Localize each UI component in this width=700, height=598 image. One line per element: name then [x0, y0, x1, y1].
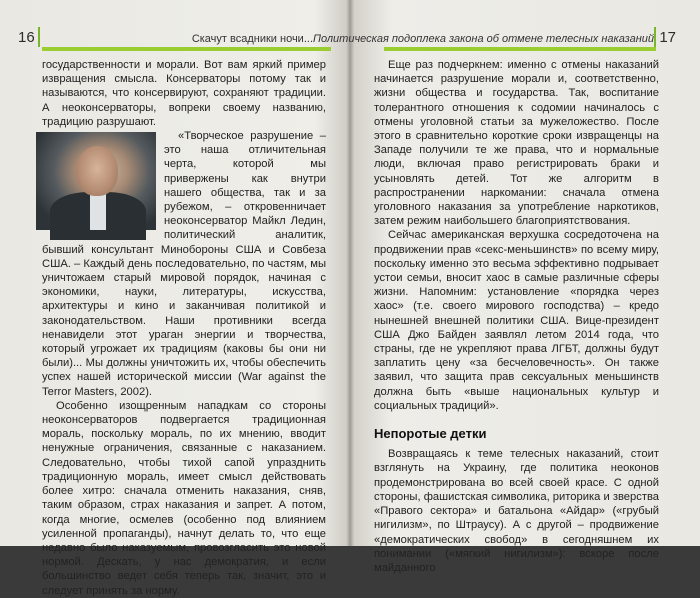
left-running-head: Скачут всадники ночи...	[191, 33, 313, 45]
photo-shirt	[90, 194, 106, 230]
left-paragraph-3: Особенно изощренным нападкам со стороны неоконсерваторов подвергается традиционная мораль, поскольку мораль, по их мнению, вводит ненужные ограничения, связанные с наказанием. Следовательно, чтобы тихой сапой упразднить традиционную мораль, имеет смысл действовать более хитро: сначала отменить наказания, сняв, таким образом, страх наказания и запрет. А потом, когда многие, осмелев (особенно под влиянием усиленной пропаганды), начнут делать то, что еще недавно было наказуемым, провозгласить это новой нормой. Дескать, у нас демократия, и если большинство ведет себя теперь так, значит, это и следует принять за норму.	[42, 399, 326, 597]
left-page	[0, 0, 345, 597]
header-rule	[384, 47, 656, 51]
left-page-header	[18, 27, 331, 51]
right-page	[313, 0, 700, 574]
right-running-head: Политическая подоплека закона об отмене телесных наказаний	[313, 33, 654, 45]
left-paragraph-1: государственности и морали. Вот вам яркий пример извращения смысла. Консерваторы потому так и называются, что консервируют, сохраняют традиции. А неоконсерваторы, вопреки своему названию, традицию разрушают.	[42, 59, 326, 128]
right-section-paragraph-1: Возвращаясь к теме телесных наказаний, стоит взглянуть на Украину, где политика неоконов продемонстрирована во всей своей красе. С одной стороны, фашистская символика, риторика и зверства «Правого сектора» и батальона «Айдар» («грубый нигилизм», по Штраусу). А с другой – продвижение «демократических свобод» в сегодняшнем их понимании («мягкий нигилизм»): вскоре после майданного	[374, 448, 659, 574]
header-divider	[654, 27, 656, 47]
right-body-text	[374, 58, 659, 575]
section-title: Непоротые детки	[374, 426, 487, 442]
right-page-header	[313, 27, 676, 51]
right-paragraph-1: Еще раз подчеркнем: именно с отмены наказаний начинается разрушение морали и, соответственно, жизни общества и государства. Так, воспитание толерантного отношения к содомии начиналось с отмены уголовной статьи за мужеложество. После этого в сравнительно короткие сроки извращенцы на Западе получили те же права, что и нормальные люди, включая право регистрировать браки и усыновлять детей. Тот же алгоритм в распространении наркомании: сначала отмена уголовного наказания за употребление наркотиков, затем режим наибольшего благоприятствования.	[374, 59, 659, 228]
right-paragraph-2: Сейчас американская верхушка сосредоточена на продвижении прав «секс-меньшинств» по всему миру, поскольку именно это весьма эффективно подрывает устои семьи, вносит хаос в самые различные сферы жизни. Напомним: установление «порядка через хаос» (т.е. своего мирового господства) – кредо нынешней внешней политики США. Вице-президент США Джо Байден заявлял летом 2014 года, что страны, где не укрепляют права ЛГБТ, должны будут заплатить цену «за бесчеловечность». Он также заявил, что защита прав сексуальных меньшинств должна быть «выше национальных культур и социальных традиций».	[374, 229, 659, 412]
header-divider	[38, 27, 40, 47]
left-page-number: 16	[18, 29, 35, 46]
left-body-text	[42, 58, 326, 598]
header-rule	[42, 47, 331, 51]
left-paragraph-2: «Творческое разрушение – это наша отличительная черта, которой мы привержены как внутри нашего общества, так и за рубежом, – откровенничает неоконсерватор Майкл Ледин, политический аналитик, бывший консультант Минобороны США и Совбеза США. – Каждый день последовательно, по частям, мы уничтожаем старый мировой порядок, начиная с экономики, науки, литературы, искусства, архитектуры и кино и заканчивая политикой и законодательством. Наши противники всегда ненавидели этот ураган энергии и творчества, который угрожает их традициям (каковы бы они ни были)... Мы должны уничтожить их, чтобы обеспечить успех нашей исторической миссии (War against the Terror Masters, 2002).	[42, 130, 326, 398]
photo-face	[76, 146, 118, 196]
portrait-photo	[36, 132, 156, 230]
right-page-number: 17	[659, 29, 676, 46]
